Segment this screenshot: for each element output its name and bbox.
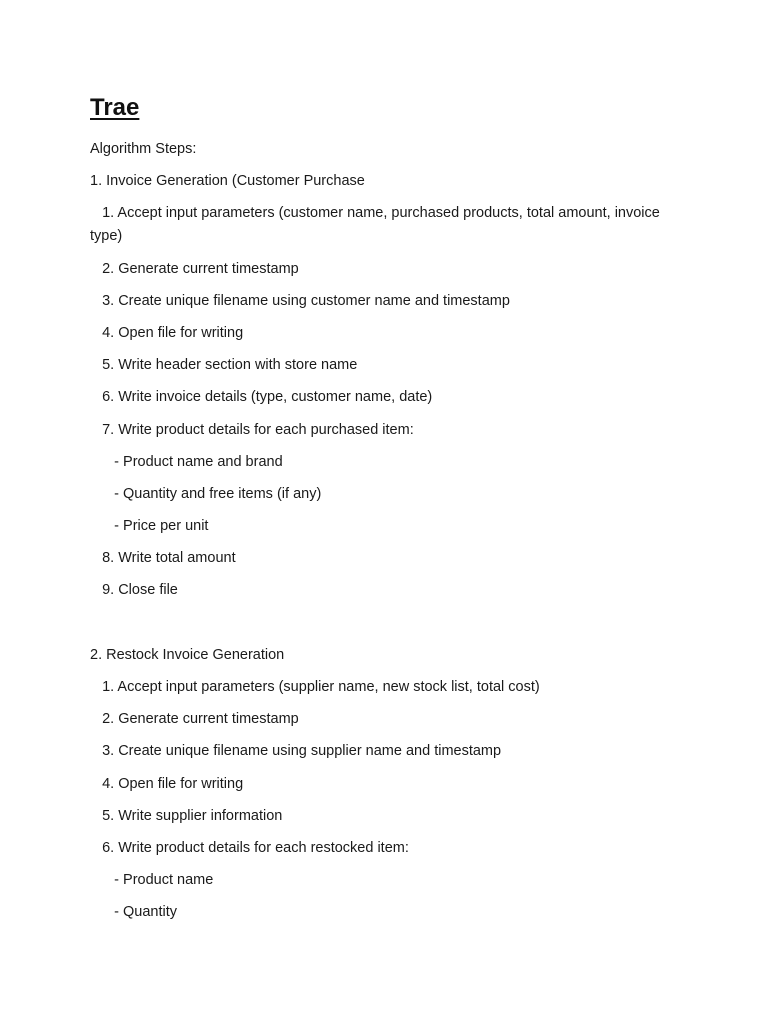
document-body [90, 92, 680, 934]
document-line: 6. Write invoice details (type, customer name, date) [90, 389, 433, 406]
document-line: - Product name [90, 872, 214, 889]
document-line: Algorithm Steps: [90, 141, 197, 157]
document-line: 7. Write product details for each purchased item: [90, 421, 414, 438]
document-line: 3. Create unique filename using supplier name and timestamp [90, 743, 502, 760]
document-line: 2. Generate current timestamp [90, 260, 299, 277]
blank-line [90, 612, 680, 635]
document-title: Trae [90, 94, 140, 121]
document-line: 1. Accept input parameters (supplier name, new stock list, total cost) [90, 679, 540, 695]
document-line: 3. Create unique filename using customer name and timestamp [90, 292, 510, 309]
document-line: 4. Open file for writing [90, 324, 244, 341]
document-line: - Quantity and free items (if any) [90, 485, 322, 502]
document-line: - Price per unit [90, 518, 209, 535]
document-line: 8. Write total amount [90, 550, 236, 567]
document-line: - Product name and brand [90, 453, 283, 470]
document-line: 9. Close file [90, 582, 178, 599]
document-line: 1. Accept input parameters (customer name, purchased products, total amount, invoice type) [90, 205, 664, 245]
algorithm-steps-list [90, 138, 680, 924]
document-line: 2. Restock Invoice Generation [90, 646, 285, 663]
document-line: 5. Write header section with store name [90, 357, 358, 374]
document-line: 4. Open file for writing [90, 775, 244, 792]
document-line: 5. Write supplier information [90, 807, 283, 824]
document-line: 2. Generate current timestamp [90, 711, 299, 728]
document-line: 6. Write product details for each restocked item: [90, 839, 409, 856]
document-line: - Quantity [90, 904, 178, 921]
document-line: 1. Invoice Generation (Customer Purchase [90, 173, 365, 190]
